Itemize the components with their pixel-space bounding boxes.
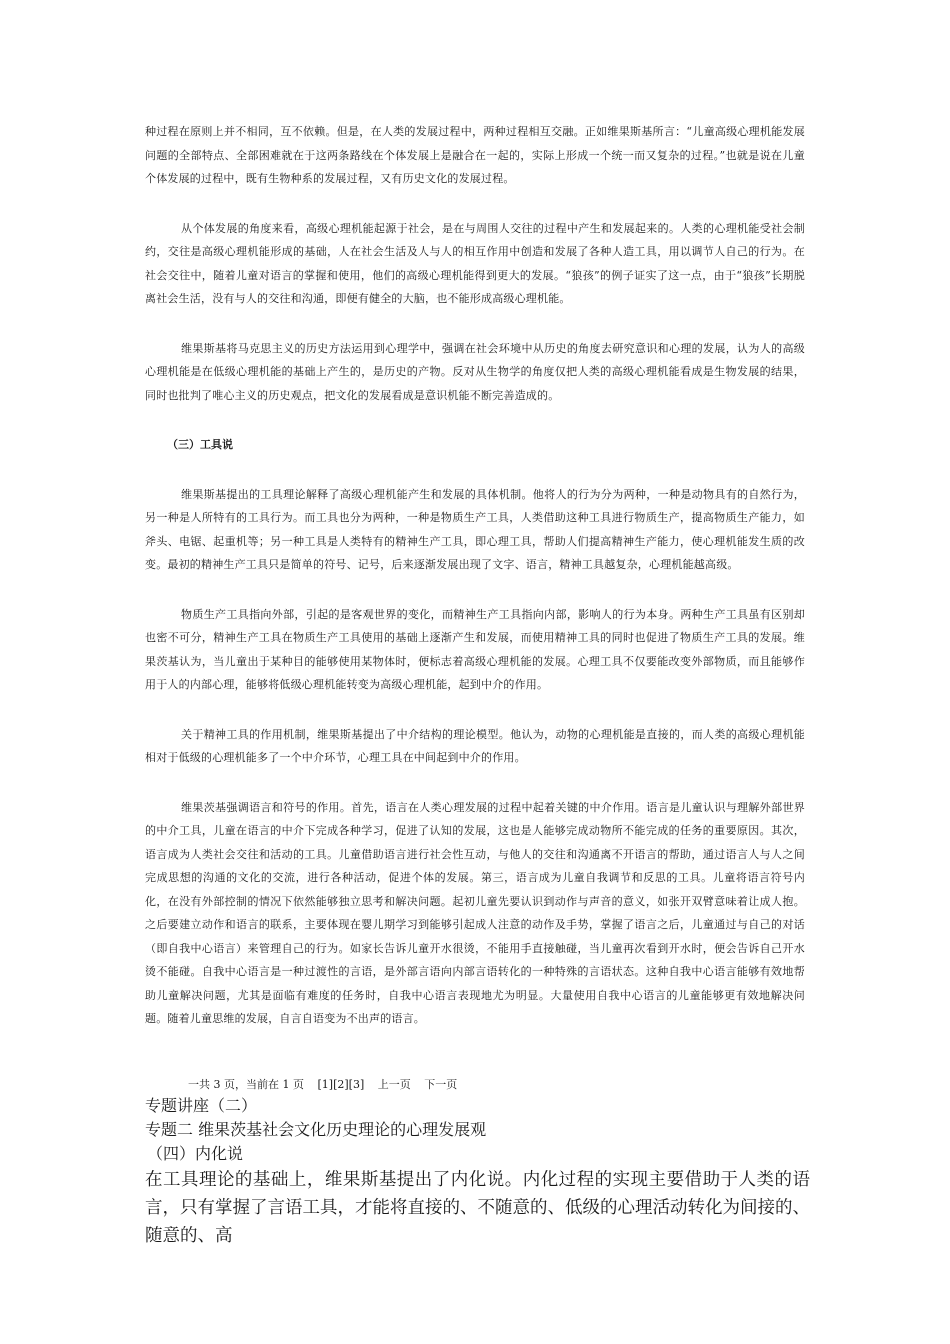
page-link-2[interactable]: [2] [333,1078,349,1091]
lecture-title: 专题讲座（二） [145,1096,258,1115]
pagination-summary: 一共 3 页，当前在 1 页 [188,1078,304,1091]
paragraph-mediation-structure: 关于精神工具的作用机制，维果斯基提出了中介结构的理论模型。他认为，动物的心理机能是直接的，而人类的高级心理机能相对于低级的心理机能多了一个中介环节，心理工具在中间起到中介的作用。 [145,727,805,764]
pagination-bar [188,1076,467,1092]
paragraph-social-origin: 从个体发展的角度来看，高级心理机能起源于社会，是在与周围人交往的过程中产生和发展起来的。人类的心理机能受社会制约，交往是高级心理机能形成的基础，人在社会生活及人与人的相互作用中创造和发展了各种人造工具，用以调节人自己的行为。在社会交往中，随着儿童对语言的掌握和使用，他们的高级心理机能得到更大的发展。“狼孩”的例子证实了这一点，由于“狼孩”长期脱离社会生活，没有与人的交往和沟通，即便有健全的大脑，也不能形成高级心理机能。 [145,221,805,305]
next-page-link[interactable]: 下一页 [424,1078,458,1091]
lower-section [145,1094,810,1250]
paragraph-historical-method: 维果斯基将马克思主义的历史方法运用到心理学中，强调在社会环境中从历史的角度去研究意识和心理的发展，认为人的高级心理机能是在低级心理机能的基础上产生的，是历史的产物。反对从生物学的角度仅把人类的高级心理机能看成是生物发展的结果，同时也批判了唯心主义的历史观点，把文化的发展看成是意识机能不断完善造成的。 [145,341,805,402]
prev-page-link[interactable]: 上一页 [377,1078,411,1091]
sub-heading-internalization: （四）内化说 [147,1144,244,1163]
page-link-3[interactable]: [3] [348,1078,365,1091]
paragraph-tool-theory: 维果斯基提出的工具理论解释了高级心理机能产生和发展的具体机制。他将人的行为分为两种，一种是动物具有的自然行为，另一种是人所特有的工具行为。而工具也分为两种，一种是物质生产工具，人类借助这种工具进行物质生产，提高物质生产能力，如斧头、电锯、起重机等；另一种工具是人类特有的精神生产工具，即心理工具，帮助人们提高精神生产能力，使心理机能发生质的改变。最初的精神生产工具只是简单的符号、记号，后来逐渐发展出现了文字、语言，精神工具越复杂，心理机能越高级。 [145,487,805,571]
paragraph-internalization: 在工具理论的基础上，维果斯基提出了内化说。内化过程的实现主要借助于人类的语言，只有掌握了言语工具，才能将直接的、不随意的、低级的心理活动转化为间接的、随意的、高 [145,1170,810,1246]
paragraph-dual-process: 种过程在原则上并不相同，互不依赖。但是，在人类的发展过程中，两种过程相互交融。正如维果斯基所言：“儿童高级心理机能发展问题的全部特点、全部困难就在于这两条路线在个体发展上是融合在一起的，实际上形成一个统一而又复杂的过程。”也就是说在儿童个体发展的过程中，既有生物种系的发展过程，又有历史文化的发展过程。 [145,125,805,185]
paragraph-material-vs-mental-tools: 物质生产工具指向外部，引起的是客观世界的变化，而精神生产工具指向内部，影响人的行为本身。两种生产工具虽有区别却也密不可分，精神生产工具在物质生产工具使用的基础上逐渐产生和发展，而使用精神工具的同时也促进了物质生产工具的发展。维果茨基认为，当儿童出于某种目的能够使用某物体时，便标志着高级心理机能的发展。心理工具不仅要能改变外部物质，而且能够作用于人的内部心理，能够将低级心理机能转变为高级心理机能，起到中介的作用。 [145,607,805,691]
section-heading-tool-theory: （三）工具说 [167,438,233,451]
pagination-page-links [317,1078,367,1091]
article-body [145,120,805,1057]
topic-title: 专题二 维果茨基社会文化历史理论的心理发展观 [145,1120,487,1139]
page-link-1[interactable]: [1] [317,1078,334,1091]
paragraph-language-role: 维果茨基强调语言和符号的作用。首先，语言在人类心理发展的过程中起着关键的中介作用。语言是儿童认识与理解外部世界的中介工具，儿童在语言的中介下完成各种学习，促进了认知的发展，这也是人能够完成动物所不能完成的任务的重要原因。其次，语言成为人类社会交往和活动的工具。儿童借助语言进行社会性互动，与他人的交往和沟通离不开语言的帮助，通过语言人与人之间完成思想的沟通的文化的交流，进行各种活动，促进个体的发展。第三，语言成为儿童自我调节和反思的工具。儿童将语言符号内化，在没有外部控制的情况下依然能够独立思考和解决问题。起初儿童先要认识到动作与声音的意义，如张开双臂意味着让成人抱。之后要建立动作和语言的联系，主要体现在婴儿期学习到能够引起成人注意的动作及手势，掌握了语言之后，儿童通过与自己的对话（即自我中心语言）来管理自己的行为。如家长告诉儿童开水很烫，不能用手直接触碰，当儿童再次看到开水时，便会告诉自己开水烫不能碰。自我中心语言是一种过渡性的言语，是外部言语向内部言语转化的一种特殊的言语状态。这种自我中心语言能够有效地帮助儿童解决问题，尤其是面临有难度的任务时，自我中心语言表现地尤为明显。大量使用自我中心语言的儿童能够更有效地解决问题。随着儿童思维的发展，自言自语变为不出声的语言。 [145,800,805,1025]
